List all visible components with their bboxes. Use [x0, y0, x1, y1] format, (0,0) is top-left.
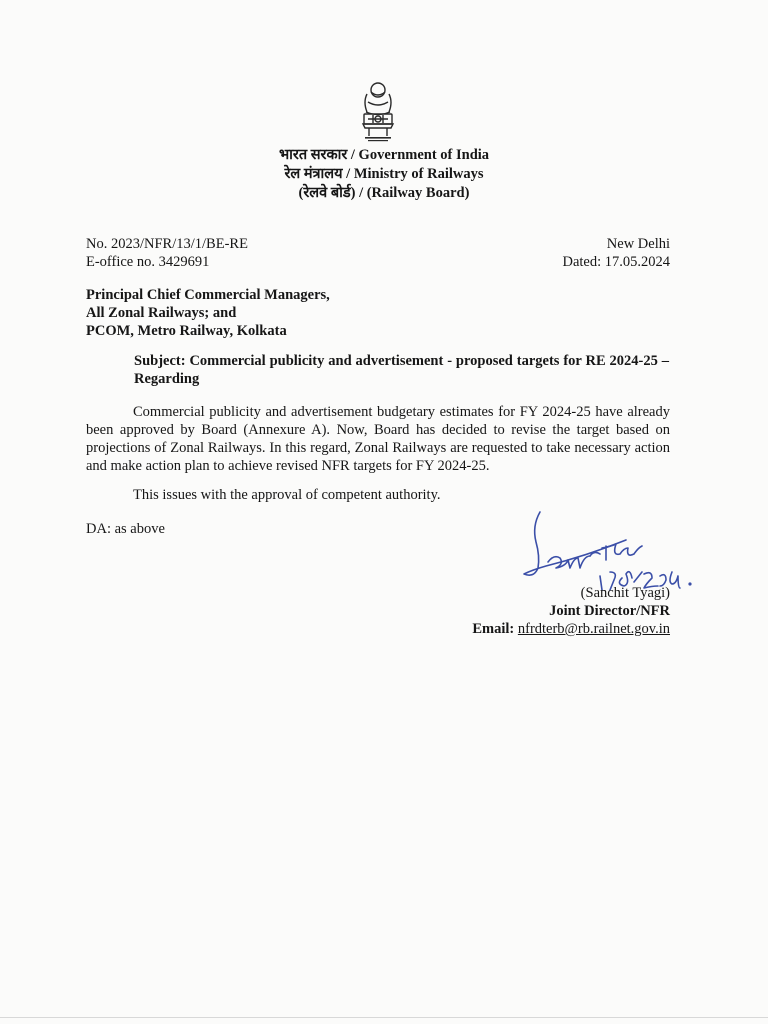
- signatory-block: [472, 584, 670, 638]
- email-link[interactable]: nfrdterb@rb.railnet.gov.in: [517, 621, 670, 637]
- addressee-line: All Zonal Railways; and: [86, 305, 237, 321]
- signatory-name: (Sanchit Tyagi): [580, 585, 670, 601]
- document-attached: DA: as above: [86, 521, 165, 537]
- letterhead-board: (रेलवे बोर्ड) / (Railway Board): [298, 185, 470, 201]
- signatory-email-line: [472, 620, 670, 638]
- body-paragraph: Commercial publicity and advertisement budgetary estimates for FY 2024-25 have already been approved by Board (Annexure A). Now, Board has decided to revise the target based on projections of Zonal Railways. In this regard, Zonal Railways are requested to take necessary action and make action plan to achieve revised NFR targets for FY 2024-25.: [86, 404, 670, 474]
- letterhead-ministry: रेल मंत्रालय / Ministry of Railways: [284, 166, 484, 182]
- letterhead: [0, 146, 768, 203]
- approval-statement: This issues with the approval of competent authority.: [133, 487, 441, 503]
- signatory-designation: Joint Director/NFR: [549, 603, 670, 619]
- subject-line: Subject: Commercial publicity and advertisement - proposed targets for RE 2024-25 – Regarding: [134, 353, 669, 387]
- addressee-block: [86, 286, 330, 340]
- addressee-line: Principal Chief Commercial Managers,: [86, 287, 330, 303]
- letter-number: No. 2023/NFR/13/1/BE-RE: [86, 236, 248, 252]
- place-date-block: [562, 235, 670, 271]
- page-bottom-rule: [0, 1017, 768, 1018]
- letter-place: New Delhi: [606, 236, 670, 252]
- email-label: Email:: [472, 621, 515, 637]
- addressee-line: PCOM, Metro Railway, Kolkata: [86, 323, 287, 339]
- national-emblem-icon: [355, 80, 401, 144]
- reference-block: [86, 235, 248, 271]
- letterhead-government: भारत सरकार / Government of India: [278, 147, 490, 163]
- letter-date: Dated: 17.05.2024: [562, 254, 670, 270]
- eoffice-number: E-office no. 3429691: [86, 254, 210, 270]
